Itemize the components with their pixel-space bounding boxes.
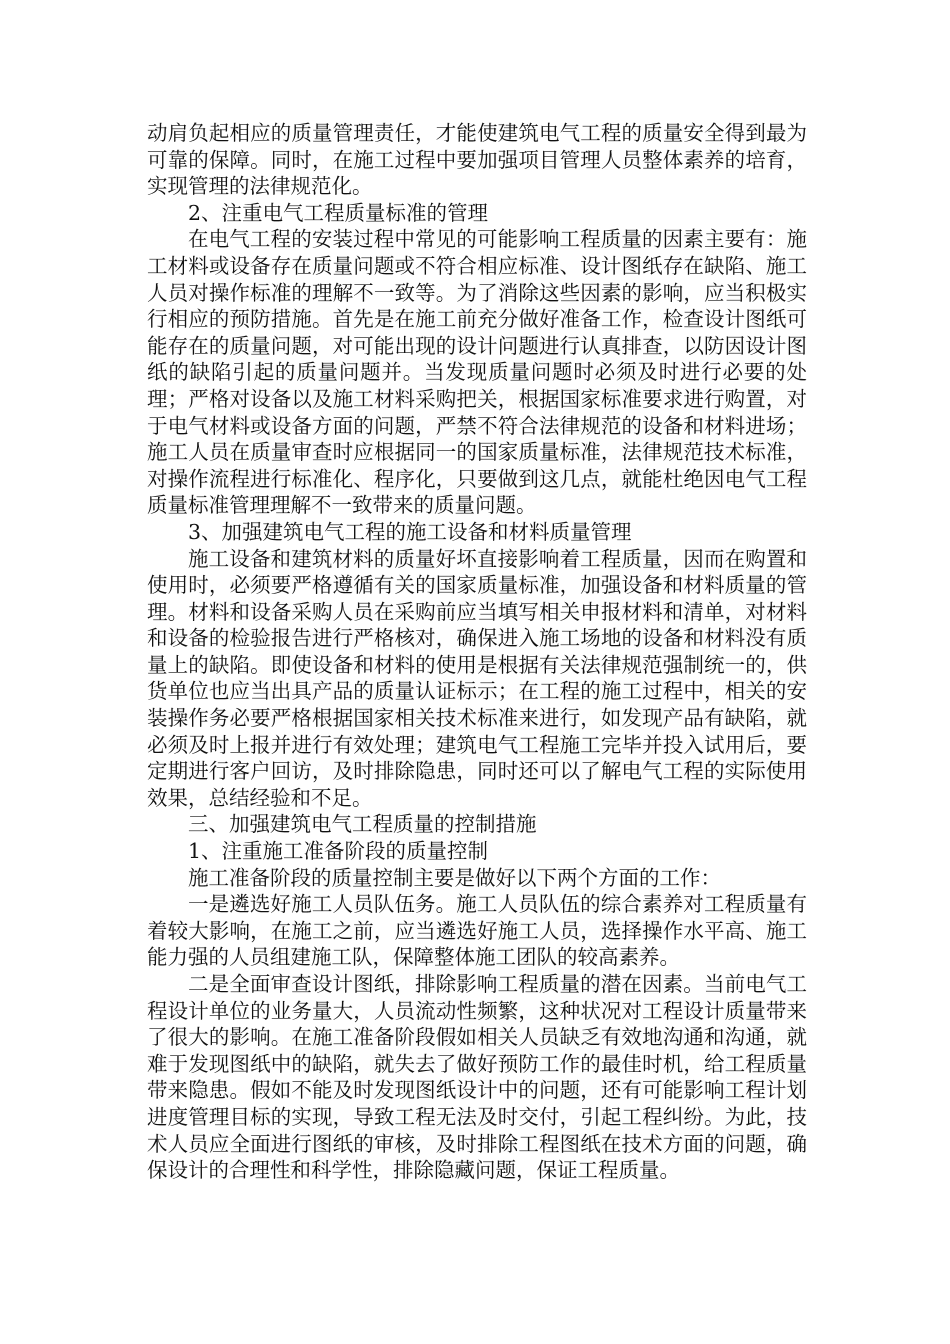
paragraph-1: 动肩负起相应的质量管理责任，才能使建筑电气工程的质量安全得到最为可靠的保障。同时，在施工过程中要加强项目管理人员整体素养的培育，实现管理的法律规范化。 xyxy=(147,121,807,199)
paragraph-3: 在电气工程的安装过程中常见的可能影响工程质量的因素主要有：施工材料或设备存在质量问题或不符合相应标准、设计图纸存在缺陷、施工人员对操作标准的理解不一致等。为了消除这些因素的影响，应当积极实行相应的预防措施。首先是在施工前充分做好准备工作，检查设计图纸可能存在的质量问题，对可能出现的设计问题进行认真排查，以防因设计图纸的缺陷引起的质量问题并。当发现质量问题时必须及时进行必要的处理；严格对设备以及施工材料采购把关，根据国家标准要求进行购置，对于电气材料或设备方面的问题，严禁不符合法律规范的设备和材料进场；施工人员在质量审查时应根据同一的国家质量标准，法律规范技术标准，对操作流程进行标准化、程序化，只要做到这几点，就能杜绝因电气工程质量标准管理理解不一致带来的质量问题。 xyxy=(147,227,807,518)
document-body xyxy=(147,120,807,1184)
paragraph-8: 施工准备阶段的质量控制主要是做好以下两个方面的工作： xyxy=(188,865,721,890)
section-heading-6: 三、加强建筑电气工程质量的控制措施 xyxy=(188,812,537,837)
paragraph-9: 一是遴选好施工人员队伍务。施工人员队伍的综合素养对工程质量有着较大影响，在施工之前，应当遴选好施工人员，选择操作水平高、施工能力强的人员组建施工队，保障整体施工团队的较高素养。 xyxy=(147,892,807,970)
section-heading-2: 2、注重电气工程质量标准的管理 xyxy=(188,200,489,225)
paragraph-10: 二是全面审查设计图纸，排除影响工程质量的潜在因素。当前电气工程设计单位的业务量大，人员流动性频繁，这种状况对工程设计质量带来了很大的影响。在施工准备阶段假如相关人员缺乏有效地沟通和沟通，就难于发现图纸中的缺陷，就失去了做好预防工作的最佳时机，给工程质量带来隐患。假如不能及时发现图纸设计中的问题，还有可能影响工程计划进度管理目标的实现，导致工程无法及时交付，引起工程纠纷。为此，技术人员应全面进行图纸的审核，及时排除工程图纸在技术方面的问题，确保设计的合理性和科学性，排除隐藏问题，保证工程质量。 xyxy=(147,972,807,1183)
paragraph-5: 施工设备和建筑材料的质量好坏直接影响着工程质量，因而在购置和使用时，必须要严格遵循有关的国家质量标准，加强设备和材料质量的管理。材料和设备采购人员在采购前应当填写相关申报材料和清单，对材料和设备的检验报告进行严格核对，确保进入施工场地的设备和材料没有质量上的缺陷。即使设备和材料的使用是根据有关法律规范强制统一的，供货单位也应当出具产品的质量认证标示；在工程的施工过程中，相关的安装操作务必要严格根据国家相关技术标准来进行，如发现产品有缺陷，就必须及时上报并进行有效处理；建筑电气工程施工完毕并投入试用后，要定期进行客户回访，及时排除隐患，同时还可以了解电气工程的实际使用效果，总结经验和不足。 xyxy=(147,546,807,810)
section-heading-4: 3、加强建筑电气工程的施工设备和材料质量管理 xyxy=(188,519,632,544)
section-heading-7: 1、注重施工准备阶段的质量控制 xyxy=(188,839,489,864)
